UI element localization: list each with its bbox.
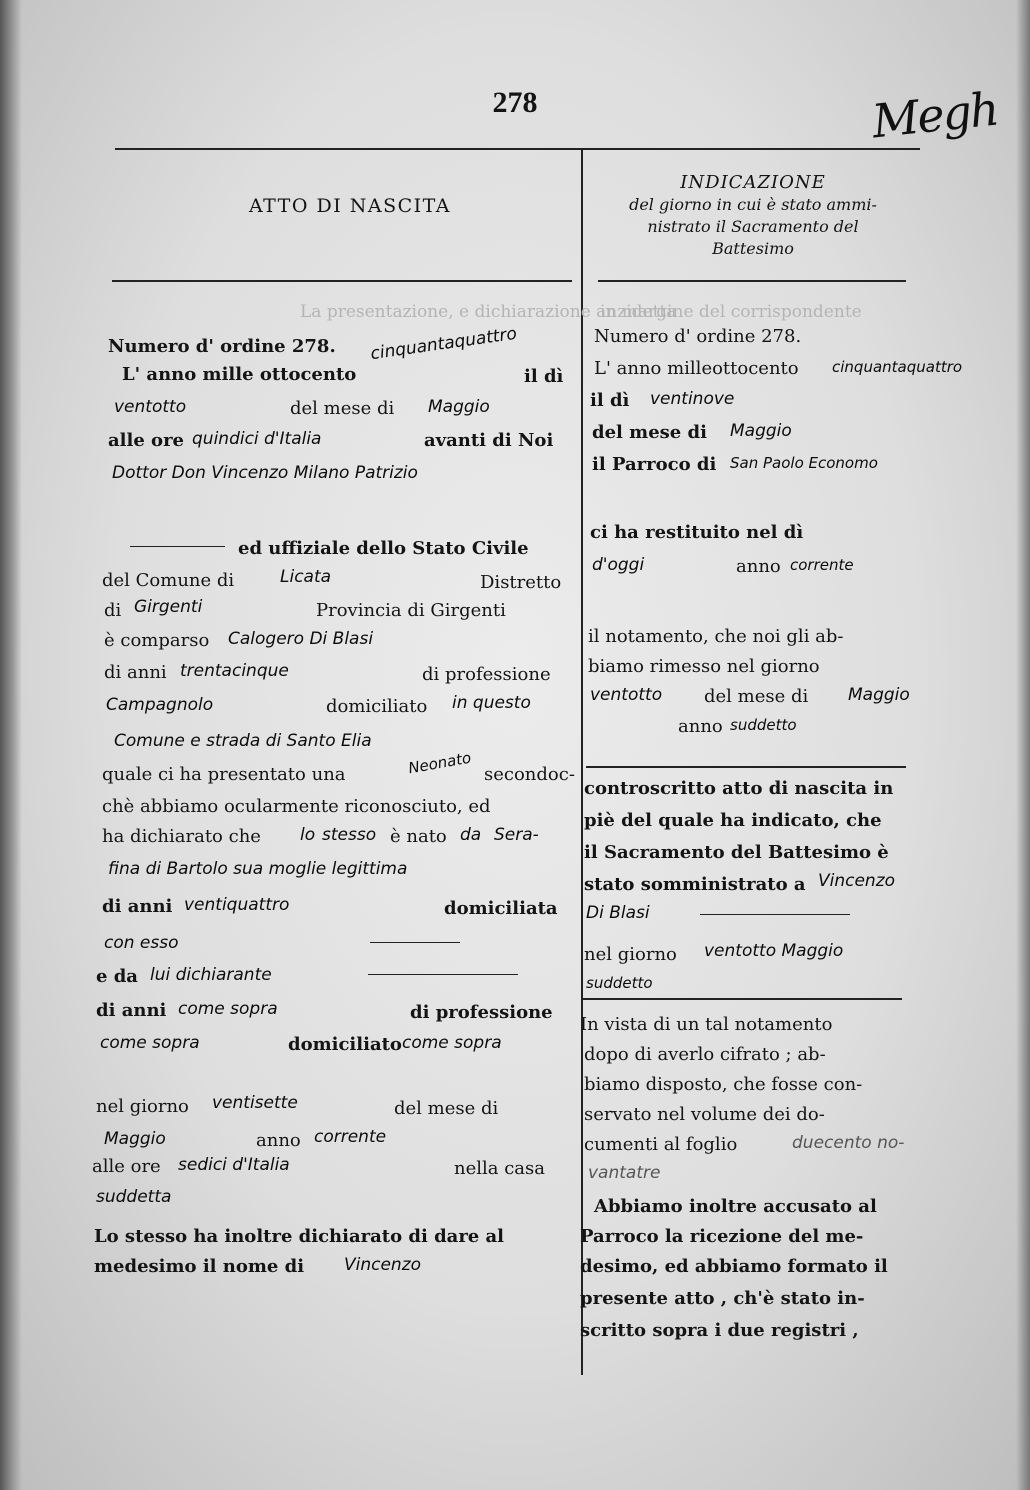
left-father-age-handwritten: come sopra (178, 999, 278, 1019)
right-body-line: presente atto , ch'è stato in- (580, 1288, 865, 1309)
right-month-label: del mese di (592, 422, 707, 443)
left-month-handwritten: Maggio (428, 397, 490, 417)
left-district-label: Distretto (480, 572, 562, 593)
right-body-line: biamo disposto, che fosse con- (584, 1074, 863, 1095)
right-folio-label: cumenti al foglio (584, 1134, 738, 1155)
right-notice-sent-label: biamo rimesso nel giorno (588, 656, 820, 677)
left-recognized-label: chè abbiamo ocularmente riconosciuto, ed (102, 796, 491, 817)
right-month-handwritten: Maggio (730, 421, 792, 441)
left-year-label: L' anno mille ottocento (122, 364, 357, 385)
right-returned-year-label: anno (736, 556, 781, 577)
left-mother-domicile-label: domiciliata (444, 898, 558, 919)
left-house-label: nella casa (454, 1158, 545, 1179)
right-folio-handwritten: duecento no- (792, 1133, 905, 1153)
fill-line (700, 914, 850, 915)
left-birth-year-label: anno (256, 1130, 301, 1151)
left-from-handwritten: da (460, 825, 482, 845)
left-mother-domicile-handwritten: con esso (104, 933, 179, 953)
right-notice-month-label: del mese di (704, 686, 809, 707)
left-article-handwritten: lo (300, 825, 316, 845)
right-body-line: Abbiamo inoltre accusato al (594, 1196, 877, 1217)
right-body-line: dopo di averlo cifrato ; ab- (584, 1044, 826, 1065)
right-notice-year-handwritten: suddetto (730, 716, 797, 734)
right-body-line: scritto sopra i due registri , (580, 1320, 859, 1341)
right-notice-month-handwritten: Maggio (848, 685, 910, 705)
fill-line (368, 974, 518, 975)
right-baptized-name-handwritten: Vincenzo (818, 871, 896, 891)
right-year-label: L' anno milleottocento (594, 358, 799, 379)
left-father-domicile-label: domiciliato (288, 1034, 402, 1055)
left-birth-hour-handwritten: sedici d'Italia (178, 1155, 290, 1175)
right-header-rule (598, 280, 906, 282)
right-body-line: controscritto atto di nascita in (584, 778, 894, 799)
left-age-handwritten: trentacinque (180, 661, 289, 681)
left-before-us-label: avanti di Noi (424, 430, 554, 451)
left-father-domicile-handwritten: come sopra (402, 1033, 502, 1053)
left-domicile-handwritten: in questo (452, 693, 531, 713)
right-parish-handwritten: San Paolo Economo (730, 454, 878, 472)
right-header-line: del giorno in cui è stato ammi- (629, 195, 877, 214)
fill-line (130, 546, 225, 547)
left-birth-day-handwritten: ventisette (212, 1093, 298, 1113)
left-father-label: e da (96, 966, 138, 987)
left-child-name-handwritten: Vincenzo (344, 1255, 422, 1275)
left-birth-hour-label: alle ore (92, 1156, 161, 1177)
right-administered-label: stato somministrato a (584, 874, 806, 895)
corner-signature: Megh (869, 81, 1000, 149)
show-through-text: La presentazione, e dichiarazione anzidetta (300, 302, 677, 322)
left-birth-month-handwritten: Maggio (104, 1129, 166, 1149)
right-notice-year-label: anno (678, 716, 723, 737)
right-year-handwritten: cinquantaquattro (832, 358, 963, 376)
left-profession-label: di professione (422, 664, 551, 685)
left-hour-handwritten: quindici d'Italia (192, 429, 322, 449)
left-father-profession-label: di professione (410, 1002, 553, 1023)
left-same-handwritten: stesso (322, 825, 377, 845)
left-appeared-label: è comparso (104, 630, 210, 651)
right-day-label: il dì (590, 390, 630, 411)
right-baptism-day-handwritten: ventotto Maggio (704, 941, 844, 961)
left-column-header: ATTO DI NASCITA (248, 195, 452, 217)
left-newborn-handwritten: Neonato (406, 748, 473, 778)
left-declared-label: ha dichiarato che (102, 826, 261, 847)
right-returned-year-handwritten: corrente (790, 556, 854, 574)
column-divider (581, 150, 583, 1375)
left-birth-year-handwritten: corrente (314, 1127, 387, 1147)
left-house-handwritten: suddetta (96, 1187, 172, 1207)
left-profession-handwritten: Campagnolo (106, 695, 214, 715)
right-column-header (588, 172, 918, 260)
left-mother-name-handwritten: Sera- (494, 825, 539, 845)
left-mother-age-label: di anni (102, 896, 173, 917)
left-domicile-label: domiciliato (326, 696, 428, 717)
show-through-text: in margine del corrispondente (600, 302, 862, 322)
left-comune-handwritten: Licata (280, 567, 332, 587)
right-body-line: In vista di un tal notamento (580, 1014, 833, 1035)
left-month-label: del mese di (290, 398, 395, 419)
left-name-declared-label: Lo stesso ha inoltre dichiarato di dare al (94, 1226, 505, 1247)
right-returned-label: ci ha restituito nel dì (590, 522, 804, 543)
page-number: 278 (492, 86, 538, 119)
right-header-line: nistrato il Sacramento del (647, 217, 859, 236)
right-section-rule (582, 998, 902, 1000)
left-order-number: Numero d' ordine 278. (108, 336, 336, 357)
left-day-label: il dì (524, 366, 564, 387)
left-official-name-handwritten: Dottor Don Vincenzo Milano Patrizio (112, 463, 418, 483)
left-born-label: è nato (390, 826, 447, 847)
left-father-handwritten: lui dichiarante (150, 965, 272, 985)
right-header-title: INDICAZIONE (680, 172, 826, 193)
right-order-number: Numero d' ordine 278. (594, 326, 802, 347)
left-birth-day-label: nel giorno (96, 1096, 189, 1117)
left-mother-age-handwritten: ventiquattro (184, 895, 290, 915)
left-di-label: di (104, 600, 122, 621)
left-comune-label: del Comune di (102, 570, 235, 591)
right-parish-label: il Parroco di (592, 454, 717, 475)
right-day-handwritten: ventinove (650, 389, 735, 409)
left-age-label: di anni (104, 662, 167, 683)
left-civil-officer-label: ed uffiziale dello Stato Civile (238, 538, 529, 559)
right-baptism-year-handwritten: suddetto (586, 974, 653, 992)
left-year-handwritten: cinquantaquattro (369, 323, 519, 365)
left-header-rule (112, 280, 572, 282)
left-district-handwritten: Girgenti (134, 597, 203, 617)
left-father-profession-handwritten: come sopra (100, 1033, 200, 1053)
left-presented-label: quale ci ha presentato una (102, 764, 346, 785)
right-body-line: il Sacramento del Battesimo è (584, 842, 889, 863)
right-body-line: desimo, ed abbiamo formato il (580, 1256, 888, 1277)
left-father-age-label: di anni (96, 1000, 167, 1021)
left-name-label: medesimo il nome di (94, 1256, 305, 1277)
right-header-line: Battesimo (712, 239, 794, 258)
left-address-handwritten: Comune e strada di Santo Elia (114, 731, 372, 751)
right-notice-day-handwritten: ventotto (590, 685, 663, 705)
left-mother-name-cont-handwritten: fina di Bartolo sua moglie legittima (108, 859, 408, 879)
scan-edge-left (0, 0, 22, 1490)
right-notice-label: il notamento, che noi gli ab- (588, 626, 844, 647)
left-province-label: Provincia di Girgenti (316, 600, 506, 621)
right-section-rule (586, 766, 906, 768)
right-body-line: servato nel volume dei do- (584, 1104, 825, 1125)
top-rule (115, 148, 920, 150)
left-secondoc-label: secondoc- (484, 764, 575, 785)
left-hour-label: alle ore (108, 430, 184, 451)
right-baptized-surname-handwritten: Di Blasi (586, 903, 650, 923)
right-baptism-day-label: nel giorno (584, 944, 677, 965)
fill-line (370, 942, 460, 943)
left-day-handwritten: ventotto (114, 397, 187, 417)
right-body-line: Parroco la ricezione del me- (580, 1226, 864, 1247)
left-birth-month-label: del mese di (394, 1098, 499, 1119)
right-returned-day-handwritten: d'oggi (592, 555, 645, 575)
right-folio-cont-handwritten: vantatre (588, 1163, 661, 1183)
right-body-line: piè del quale ha indicato, che (584, 810, 882, 831)
scan-edge-right (1016, 0, 1030, 1490)
left-declarant-handwritten: Calogero Di Blasi (228, 629, 374, 649)
